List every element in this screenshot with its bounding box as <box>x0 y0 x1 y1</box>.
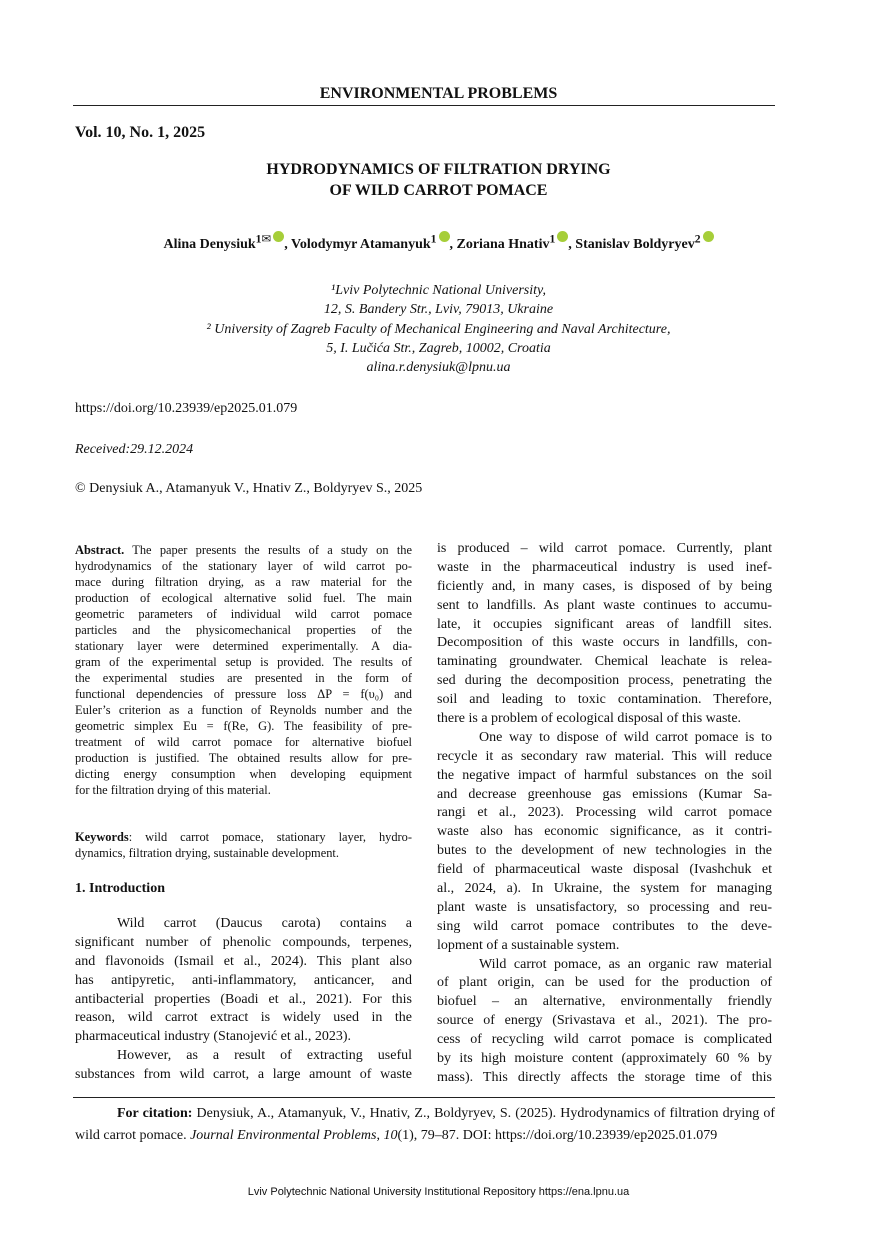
affiliation: 12, S. Bandery Str., Lviv, 79013, Ukraine <box>323 302 554 317</box>
section-heading: 1. Introduction <box>75 881 165 896</box>
right-column <box>437 540 772 1088</box>
text-line: waste in the pharmaceutical industry is used inef- <box>437 559 772 575</box>
orcid-icon[interactable] <box>439 231 450 242</box>
author-name: Zoriana Hnativ <box>456 237 550 252</box>
text-line: biofuel – an alternative, environmentally friendly <box>437 994 772 1010</box>
text-line: production of ecological alternative solid fuel. The main <box>75 591 412 605</box>
text-line: Decomposition of this waste occurs in landfills, con- <box>437 635 772 651</box>
text-line: butes to the development of new technologies in the <box>437 843 772 859</box>
text-line: functional dependencies of pressure loss ΔP = f(υ₀) and <box>75 687 412 701</box>
text-line: substances from wild carrot, a large amount of waste <box>75 1067 412 1083</box>
text-line: ficiently and, in many cases, is disposed of by being <box>437 578 772 594</box>
text-line: the negative impact of harmful substances on the soil <box>437 767 772 783</box>
text-line: lopment of a sustainable system. <box>437 937 620 953</box>
received-date: Received:29.12.2024 <box>75 442 194 457</box>
orcid-icon[interactable] <box>273 231 284 242</box>
lead-label: Abstract. <box>75 543 125 557</box>
citation-rule <box>73 1097 775 1098</box>
text-line: the experimental studies are presented in the form of <box>75 671 412 685</box>
text-line: of plant origin, can be used for the production of <box>437 975 772 991</box>
text-line: Wild carrot pomace, as an organic raw material <box>479 956 772 972</box>
abstract <box>75 542 412 798</box>
text-line: One way to dispose of wild carrot pomace is to <box>479 729 772 745</box>
text-line: particles and the physicomechanical properties of the <box>75 623 412 637</box>
keywords <box>75 829 412 861</box>
text-line: sing wild carrot pomace contributes to the deve- <box>437 918 772 934</box>
repository-footer: Lviv Polytechnic National University Institutional Repository https://ena.lpnu.ua <box>247 1186 630 1198</box>
copyright: © Denysiuk A., Atamanyuk V., Hnativ Z., Boldyryev S., 2025 <box>75 481 423 496</box>
text-line: mace during filtration drying, as a raw material for the <box>75 575 412 589</box>
text-line: soil and leading to toxic contamination. Therefore, <box>437 692 772 708</box>
text-line: is produced – wild carrot pomace. Currently, plant <box>437 541 772 556</box>
text-line: gram of the experimental setup is provided. The results of <box>75 655 412 669</box>
text-line: has antipyretic, anti-inflammatory, anticancer, and <box>75 972 412 988</box>
text-line: by its high moisture content (approximately 60 % by <box>437 1051 772 1067</box>
text-line: Euler’s criterion as a function of Reynolds number and the <box>75 703 412 717</box>
text-line: plant waste is unsatisfactory, so processing and reu- <box>437 899 772 915</box>
orcid-icon[interactable] <box>557 231 568 242</box>
citation: For citation: Denysiuk, A., Atamanyuk, V., Hnativ, Z., Boldyryev, S. (2025). Hydrodynamics of filtration drying of wild carrot pomace. Journal Environmental Problems, 10(1), 79–87. DOI: https://doi.org/10.23939/ep2025.01.079 <box>75 1106 775 1143</box>
text-line: hydrodynamics of the stationary layer of wild carrot po- <box>75 559 412 573</box>
text-line: significant number of phenolic compounds, terpenes, <box>75 934 412 950</box>
text-line: field of pharmaceutical waste disposal (Ivashchuk et <box>437 862 772 878</box>
volume-info: Vol. 10, No. 1, 2025 <box>75 124 206 141</box>
text-line: and flavonoids (Ismail et al., 2024). This plant also <box>75 953 412 969</box>
email-icon: ✉ <box>261 232 272 246</box>
email-link[interactable]: alina.r.denysiuk@lpnu.ua <box>366 360 511 375</box>
text-line: and decrease greenhouse gas emissions (Kumar Sa- <box>437 786 772 802</box>
text-line: al., 2024, a). In Ukraine, the system for managing <box>437 881 772 897</box>
text-line: there is a problem of ecological disposal of this waste. <box>437 711 742 727</box>
orcid-icon[interactable] <box>703 231 714 242</box>
author-name: Stanislav Boldyryev <box>575 237 695 252</box>
text-line: dynamics, filtration drying, sustainable development. <box>75 846 339 860</box>
text-line: waste also has economic significance, as it contri- <box>437 824 772 840</box>
header-rule <box>73 105 775 106</box>
text-line: cess of recycling wild carrot pomace is complicated <box>437 1032 772 1048</box>
authors: Alina Denysiuk$^{1✉}$ , Volodymyr Atamanyuk$^1$ , Zoriana Hnativ$^1$ , Stanislav Boldyryev$^2$ <box>0 231 877 253</box>
text-line: rangi et al., 2023). Processing wild carrot pomace <box>437 805 772 821</box>
text-line: dicting energy consumption when developing equipment <box>75 767 412 781</box>
text-line: pharmaceutical industry (Stanojević et al., 2023). <box>75 1029 352 1045</box>
text-line: recycle it as secondary raw material. This will reduce <box>437 748 772 764</box>
text-line: treatment of wild carrot pomace for alternative biofuel <box>75 735 412 749</box>
text-line: sent to landfills. As plant waste continues to accumu- <box>437 597 772 613</box>
text-line: Keywords: wild carrot pomace, stationary layer, hydro- <box>75 830 412 844</box>
text-line: antibacterial properties (Boadi et al., 2021). For this <box>75 991 412 1007</box>
text-line: geometric simplex Eu = f(Re, G). The feasibility of pre- <box>75 719 412 733</box>
doi-link[interactable]: https://doi.org/10.23939/ep2025.01.079 <box>75 401 298 416</box>
journal-header: ENVIRONMENTAL PROBLEMS <box>319 85 558 102</box>
affiliation: ² University of Zagreb Faculty of Mechanical Engineering and Naval Architecture, <box>206 322 671 337</box>
text-line: sed during the decomposition process, penetrating the <box>437 673 772 689</box>
text-line: Wild carrot (Daucus carota) contains a <box>117 916 412 931</box>
text-line: geometric parameters of individual wild carrot pomace <box>75 607 412 621</box>
text-line: production is justified. The obtained results allow for pre- <box>75 751 412 765</box>
author-name: Alina Denysiuk <box>163 237 256 252</box>
text-line: Abstract. The paper presents the results of a study on the <box>75 543 412 557</box>
affiliation: ¹Lviv Polytechnic National University, <box>331 283 546 298</box>
text-line: source of energy (Srivastava et al., 2021). The pro- <box>437 1013 772 1029</box>
text-line: for the filtration drying of this material. <box>75 783 271 797</box>
text-line: stationary layer were determined experimentally. A dia- <box>75 639 412 653</box>
text-line: mass). This directly affects the storage time of this <box>437 1069 772 1085</box>
affiliation: 5, I. Lučića Str., Zagreb, 10002, Croatia <box>326 341 551 356</box>
text-line: reason, wild carrot extract is widely used in the <box>75 1010 412 1026</box>
text-line: However, as a result of extracting useful <box>117 1048 412 1064</box>
text-line: taminating groundwater. Chemical leachate is relea- <box>437 654 772 670</box>
lead-label: Keywords <box>75 830 129 844</box>
introduction-left-column <box>75 915 412 1085</box>
author-name: Volodymyr Atamanyuk <box>291 237 431 252</box>
text-line: late, it occupies significant areas of landfill sites. <box>437 616 772 632</box>
paper-title-line: OF WILD CARROT POMACE <box>329 182 548 199</box>
paper-title-line: HYDRODYNAMICS OF FILTRATION DRYING <box>266 161 611 178</box>
